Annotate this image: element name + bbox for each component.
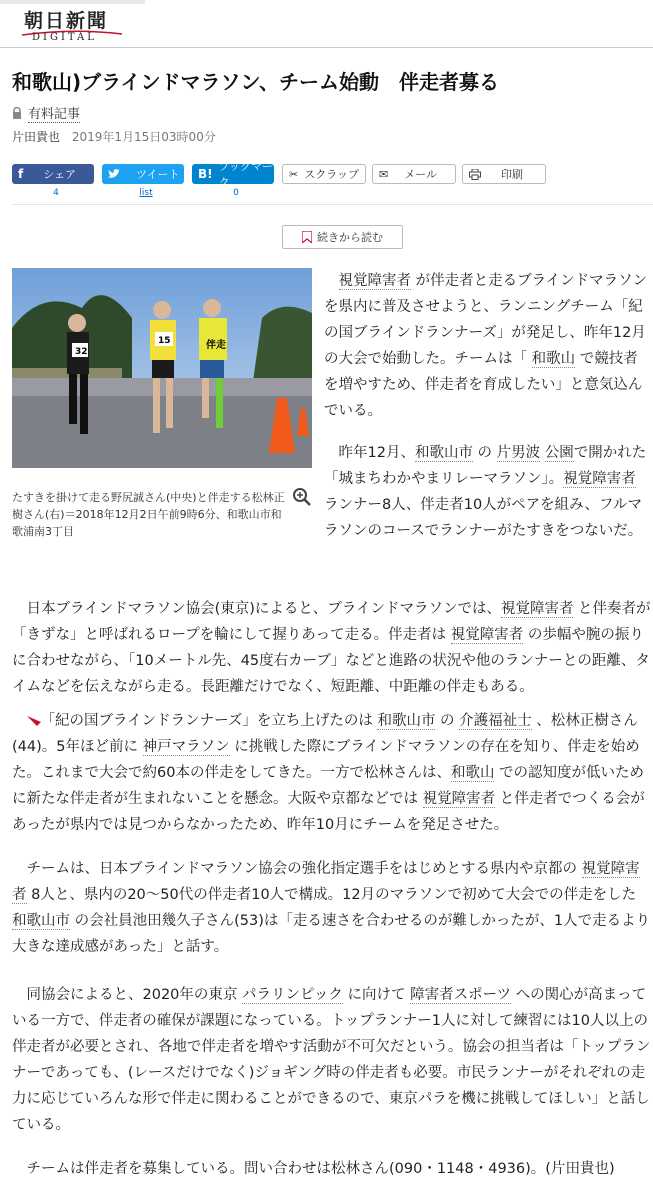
twitter-share-button[interactable] bbox=[102, 164, 184, 184]
runners-photo-image bbox=[12, 268, 312, 468]
keyword-link[interactable]: 和歌山市 bbox=[414, 445, 473, 461]
keyword-link[interactable]: 視覚障害者 bbox=[500, 601, 574, 617]
facebook-share-label: シェア bbox=[43, 168, 77, 181]
scrap-label: スクラップ bbox=[304, 168, 359, 181]
keyword-link[interactable]: 片男波 bbox=[496, 445, 541, 461]
keyword-link[interactable]: 視覚障害者 bbox=[563, 471, 636, 487]
hatena-bookmark-count[interactable]: 0 bbox=[233, 188, 239, 198]
article-photo[interactable] bbox=[12, 268, 312, 468]
keyword-link[interactable]: 和歌山 bbox=[450, 765, 495, 781]
article-paragraph: 視覚障害者 が伴走者と走るブラインドマラソンを県内に普及させようと、ランニングチーム「紀の国ブラインドランナーズ」が発足し、昨年12月の大会で始動した。チームは「 和歌山 で競技者を増やすため、伴走者を育成したい」と意気込んでいる。 bbox=[324, 273, 648, 419]
scissors-icon: ✂ bbox=[289, 167, 299, 181]
bib-15: 15 bbox=[158, 336, 171, 346]
article-paragraph: 同協会によると、2020年の東京 パラリンピック に向けて 障害者スポーツ への関心が高まっている一方で、伴走者の確保が課題になっている。トップランナー1人に対して練習には10人以上の伴走者が必要とされ、各地で伴走者を増やす活動が不可欠だという。協会の担当者は「トップランナーであっても、(レースだけでなく)ジョギング時の伴走者も必要。市民ランナーがそれぞれの走力に応じていろんな形で伴走に関わることができるので、東京パラを機に挑戦してほしい」と話している。 bbox=[12, 987, 651, 1133]
site-header bbox=[0, 0, 653, 48]
lock-icon bbox=[12, 107, 22, 119]
twitter-icon bbox=[108, 169, 120, 179]
logo-en: DIGITAL bbox=[32, 32, 97, 43]
photo-caption: たすきを掛けて走る野尻誠さん(中央)と伴走する松林正樹さん(右)＝2018年12月2日午前9時6分、和歌山市和歌浦南3丁目 bbox=[12, 491, 285, 538]
keyword-link[interactable]: 視覚障害者 bbox=[422, 791, 496, 807]
keyword-link[interactable]: 公園 bbox=[544, 445, 574, 461]
mail-label: メール bbox=[404, 168, 437, 181]
article-title: 和歌山)ブラインドマラソン、チーム始動 伴走者募る bbox=[12, 70, 499, 94]
author-name: 片田貴也 bbox=[12, 130, 61, 144]
facebook-share-button[interactable] bbox=[12, 164, 94, 184]
paid-article-badge bbox=[12, 103, 80, 123]
mail-button[interactable] bbox=[372, 164, 456, 184]
zoom-icon[interactable] bbox=[292, 487, 312, 507]
continue-reading-button[interactable] bbox=[282, 225, 403, 249]
hatena-bookmark-button[interactable] bbox=[192, 160, 274, 189]
article-paragraph: チームは伴走者を募集している。問い合わせは松林さん(090・1148・4936)。(片田貴也) bbox=[26, 1161, 615, 1177]
print-label: 印刷 bbox=[501, 168, 523, 181]
print-button[interactable] bbox=[462, 164, 546, 184]
article-paragraph: 「紀の国ブラインドランナーズ」を立ち上げたのは 和歌山市 の 介護福祉士 、松林正樹さん(44)。5年ほど前に 神戸マラソン に挑戦した際にブラインドマラソンの存在を知り、伴走を始めた。これまで大会で約60本の伴走をしてきた。一方で松林さんは、和歌山 での認知度が低いために新たな伴走者が生まれないことを懸念。大阪や京都などでは 視覚障害者 と伴走者でつくる会があったが県内では見つからなかったため、昨年10月にチームを発足させた。 bbox=[12, 713, 645, 833]
divider bbox=[12, 204, 653, 205]
keyword-link[interactable]: 視覚障害者 bbox=[338, 273, 411, 289]
facebook-icon: f bbox=[18, 167, 24, 181]
bookmark-ribbon-icon bbox=[302, 231, 312, 243]
publish-date: 2019年1月15日03時00分 bbox=[71, 130, 216, 144]
keyword-link[interactable]: 視覚障害者 bbox=[12, 861, 640, 903]
red-arrow-icon bbox=[27, 716, 41, 726]
logo-jp: 朝日新聞 bbox=[24, 10, 109, 32]
bib-32: 32 bbox=[75, 347, 88, 357]
keyword-link[interactable]: パラリンピック bbox=[242, 987, 343, 1003]
keyword-link[interactable]: 和歌山市 bbox=[377, 713, 436, 729]
article-paragraph: 昨年12月、和歌山市 の 片男波 公園で開かれた「城まちわかやまリレーマラソン」。視覚障害者 ランナー8人、伴走者10人がペアを組み、フルマラソンのコースでランナーがたすきをつないだ。 bbox=[324, 445, 647, 539]
keyword-link[interactable]: 障害者スポーツ bbox=[410, 987, 512, 1003]
keyword-link[interactable]: 神戸マラソン bbox=[142, 739, 230, 755]
article-meta bbox=[12, 128, 216, 145]
printer-icon bbox=[469, 169, 481, 180]
twitter-share-count[interactable]: list bbox=[139, 188, 153, 198]
facebook-share-count[interactable]: 4 bbox=[53, 188, 59, 198]
article-paragraph: チームは、日本ブラインドマラソン協会の強化指定選手をはじめとする県内や京都の 視覚障害者 8人と、県内の20～50代の伴走者10人で構成。12月のマラソンで初めて大会での伴走をした 和歌山市 の会社員池田幾久子さん(53)は「走る速さを合わせるのが難しかったが、1人で走るより大きな達成感があった」と話す。 bbox=[12, 861, 651, 955]
article-paragraph: 日本ブラインドマラソン協会(東京)によると、ブラインドマラソンでは、視覚障害者 と伴奏者が「きずな」と呼ばれるロープを輪にして握りあって走る。伴走者は 視覚障害者 の歩幅や腕の振りに合わせながら、「10メートル先、45度右カーブ」などと進路の状況や他のランナーとの距離、タイムなどを伝えながら走る。長距離だけでなく、短距離、中距離の伴走もある。 bbox=[12, 601, 651, 695]
keyword-link[interactable]: 和歌山 bbox=[531, 351, 576, 367]
mail-icon: ✉ bbox=[379, 167, 389, 181]
hatena-bookmark-label: ブックマーク bbox=[218, 160, 273, 189]
keyword-link[interactable]: 介護福祉士 bbox=[459, 713, 532, 729]
asahi-digital-logo[interactable] bbox=[20, 6, 130, 46]
hatena-icon: B! bbox=[198, 167, 213, 181]
twitter-share-label: ツイート bbox=[136, 168, 180, 181]
scrap-button[interactable] bbox=[282, 164, 366, 184]
header-top-bar bbox=[0, 0, 145, 4]
paid-article-label[interactable]: 有料記事 bbox=[28, 103, 80, 123]
shirt-text: 伴走 bbox=[206, 340, 226, 351]
keyword-link[interactable]: 視覚障害者 bbox=[450, 627, 524, 643]
keyword-link[interactable]: 和歌山市 bbox=[12, 913, 70, 929]
continue-reading-label: 続きから読む bbox=[317, 231, 383, 244]
